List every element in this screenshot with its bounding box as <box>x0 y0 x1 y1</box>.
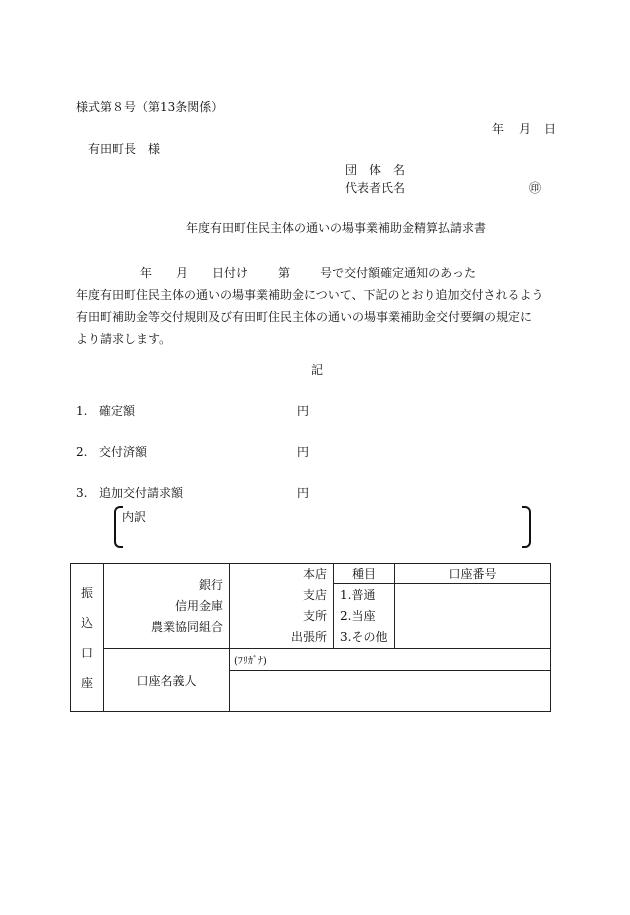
date-day-label: 日 <box>544 122 557 136</box>
item-3-unit: 円 <box>297 486 310 500</box>
account-holder-name-field[interactable] <box>230 671 551 712</box>
org-name-label: 団 体 名 <box>345 163 406 177</box>
paragraph-line-4: より請求します。 <box>76 332 172 346</box>
furigana-field[interactable]: (ﾌﾘｶﾞﾅ) <box>230 649 551 671</box>
account-number-header: 口座番号 <box>395 564 551 584</box>
document-title: 年度有田町住民主体の通いの場事業補助金精算払請求書 <box>186 221 487 235</box>
breakdown-right-bracket <box>522 506 531 548</box>
account-kind-header: 種目 <box>334 564 395 584</box>
body-line1-tail: 号で交付額確定通知のあった <box>320 266 476 280</box>
account-kind-options: 1.普通 2.当座 3.その他 <box>334 584 395 649</box>
ki-heading: 記 <box>311 363 324 377</box>
breakdown-label: 内訳 <box>122 510 147 524</box>
paragraph-line-1 <box>76 262 556 284</box>
paragraph-line-3: 有田町補助金等交付規則及び有田町住民主体の通いの場事業補助金交付要綱の規定に <box>76 310 533 324</box>
item-2-number: 2. <box>76 445 88 459</box>
transfer-account-side-label: 振 込 口 座 <box>71 564 104 712</box>
form-number: 様式第８号（第13条関係） <box>76 100 224 114</box>
date-month-label: 月 <box>519 122 532 136</box>
item-2-label: 交付済額 <box>99 445 148 459</box>
bank-type-cell: 銀行 信用金庫 農業協同組合 <box>104 564 230 649</box>
item-1-unit: 円 <box>297 404 310 418</box>
body-date: 日付け <box>212 266 249 280</box>
bank-transfer-table <box>70 563 551 712</box>
body-year: 年 <box>140 266 153 280</box>
item-1-label: 確定額 <box>99 404 136 418</box>
item-3-number: 3. <box>76 486 88 500</box>
addressee: 有田町長 様 <box>88 142 161 156</box>
item-2-unit: 円 <box>297 445 310 459</box>
item-3-label: 追加交付請求額 <box>99 486 184 500</box>
body-month: 月 <box>176 266 189 280</box>
representative-name-label: 代表者氏名 <box>345 181 406 195</box>
branch-type-cell: 本店 支店 支所 出張所 <box>230 564 334 649</box>
body-dai: 第 <box>278 266 291 280</box>
account-holder-label: 口座名義人 <box>104 649 230 712</box>
date-year-label: 年 <box>492 122 505 136</box>
request-paragraph <box>76 262 556 350</box>
item-1-number: 1. <box>76 404 88 418</box>
account-number-field[interactable] <box>395 584 551 649</box>
paragraph-line-2: 年度有田町住民主体の通いの場事業補助金について、下記のとおり追加交付されるよう <box>76 288 544 302</box>
seal-icon: ㊞ <box>529 181 542 195</box>
